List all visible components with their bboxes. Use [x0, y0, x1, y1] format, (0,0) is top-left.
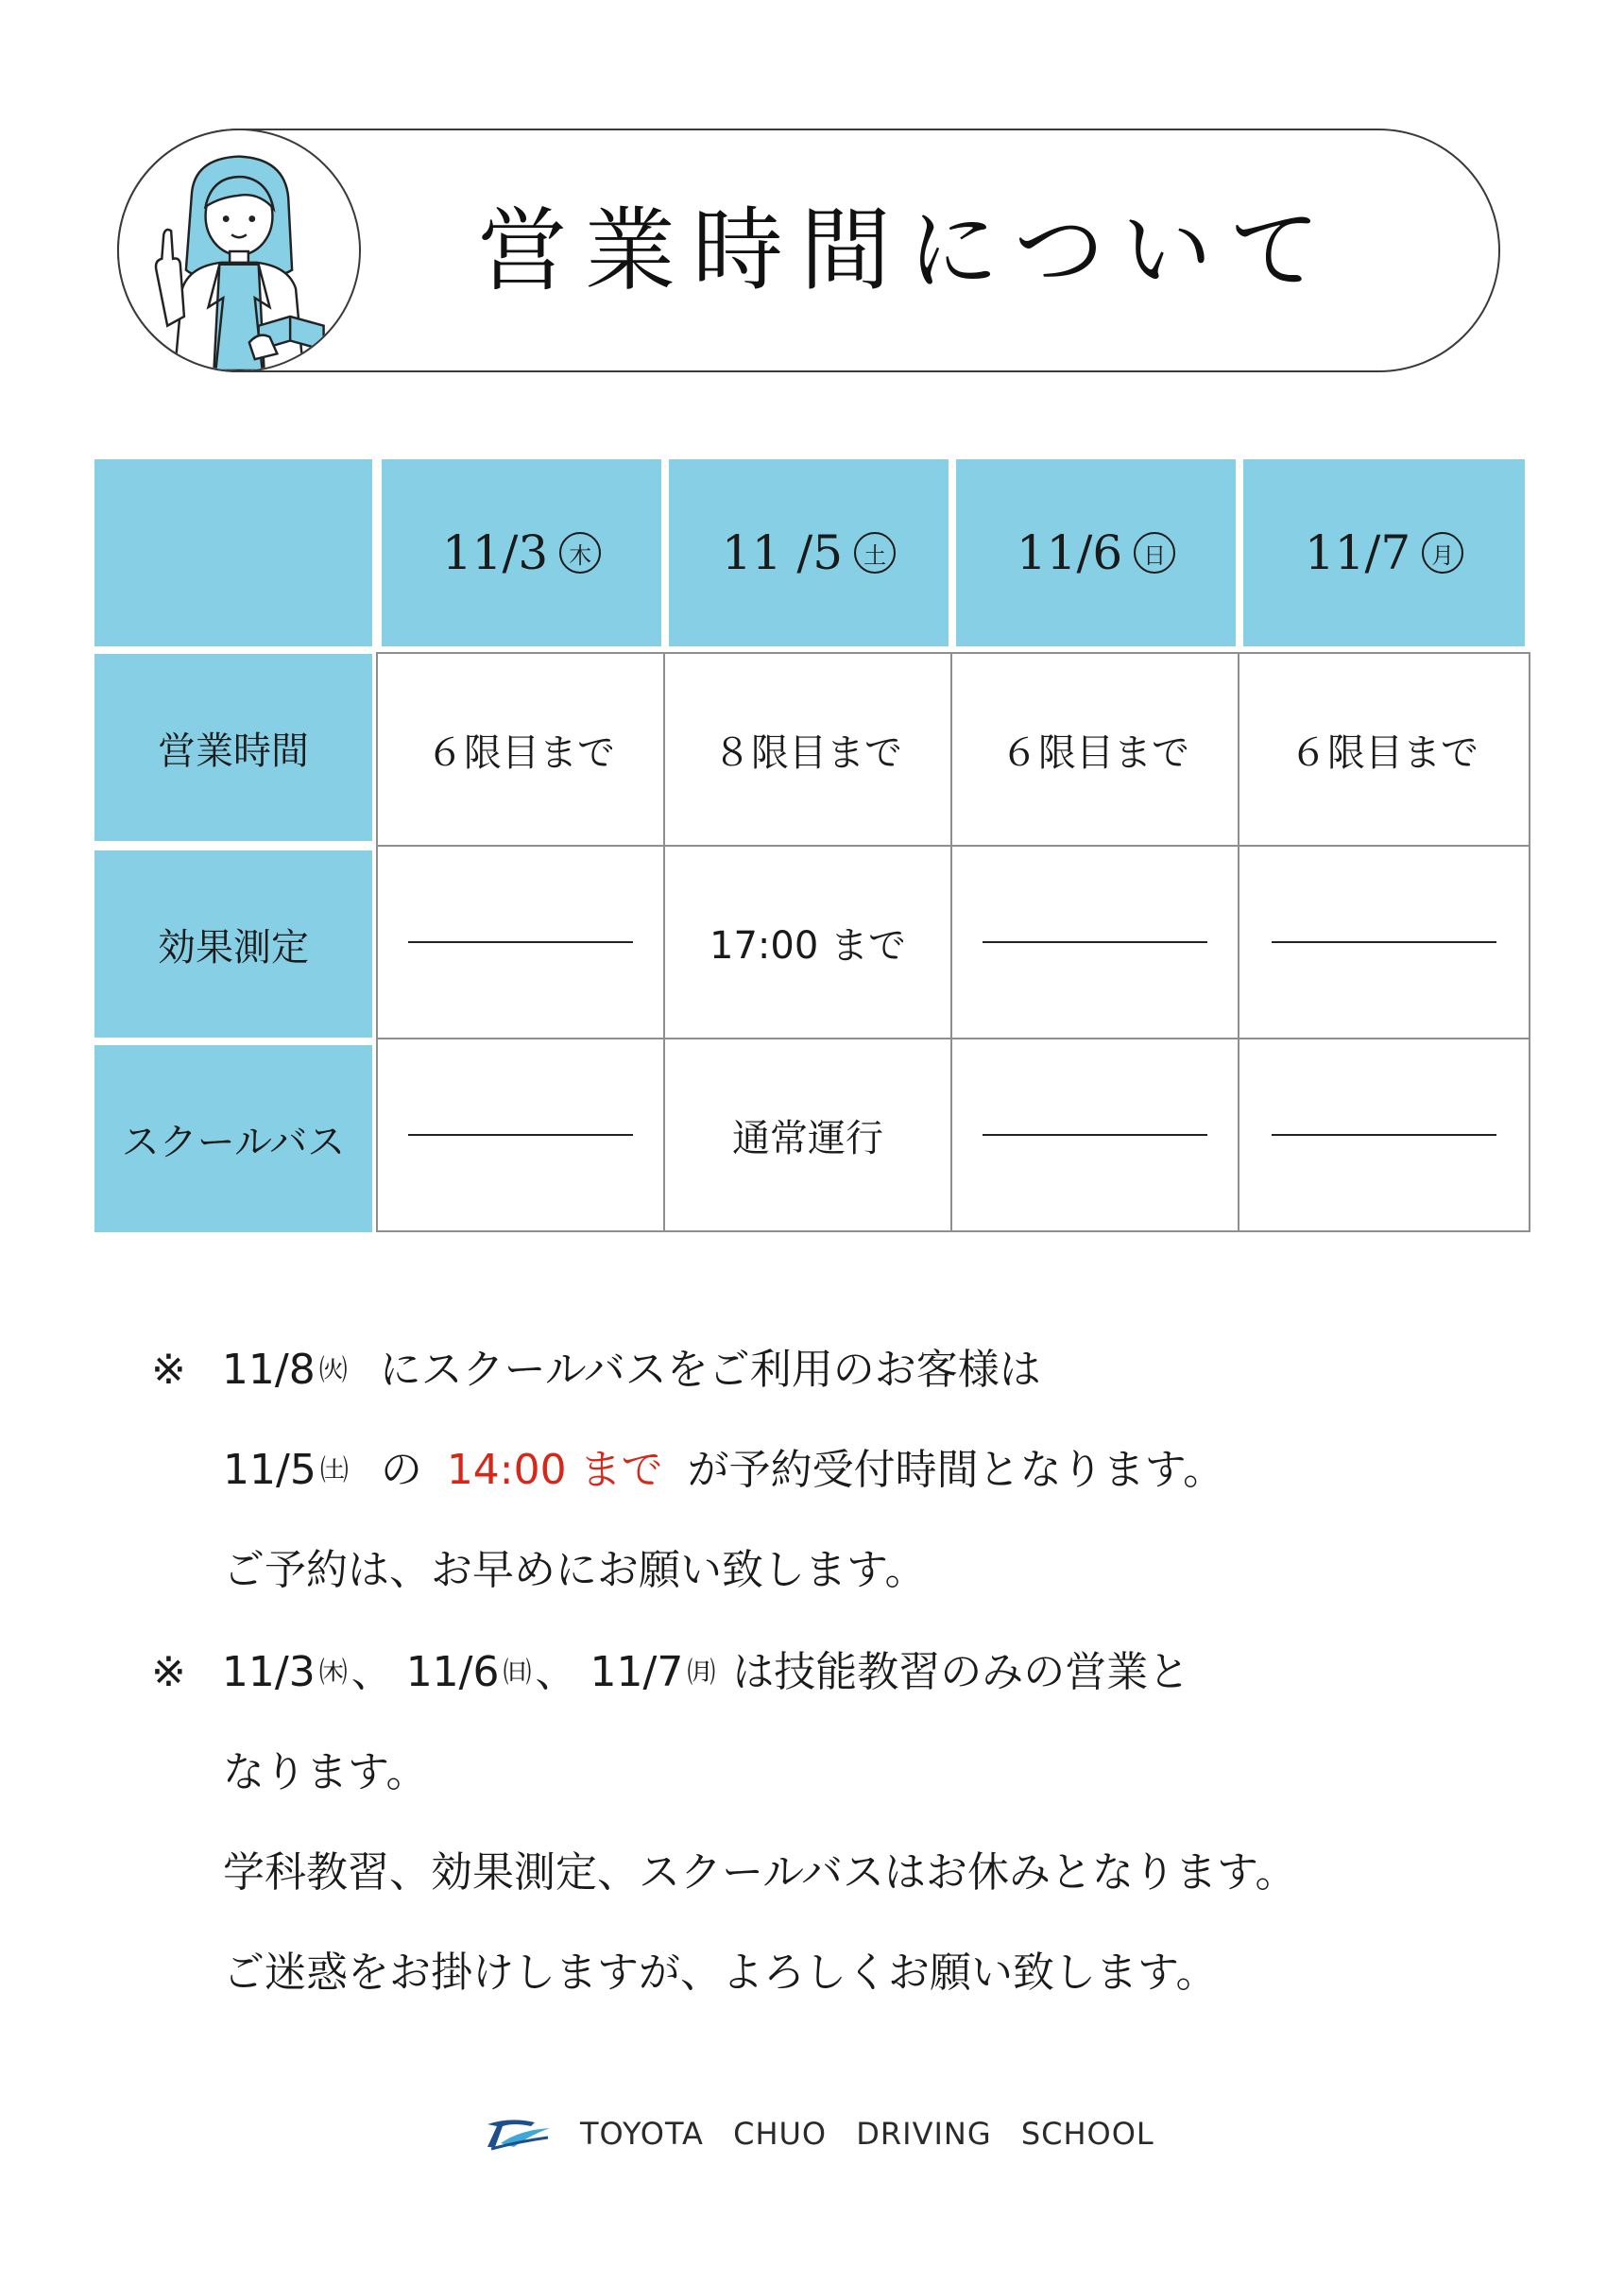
day-badge-mon: 月: [1422, 532, 1463, 574]
no-service-dash: [983, 1134, 1207, 1136]
no-service-dash: [1272, 1134, 1496, 1136]
day-badge-sun: 日: [1134, 532, 1175, 574]
table-cell: [376, 845, 665, 1039]
no-service-dash: [408, 941, 633, 943]
table-cell: 通常運行: [663, 1038, 952, 1232]
column-header-11-5: [669, 459, 949, 646]
table-cell: ６限目まで: [950, 652, 1239, 847]
schedule-table: [94, 459, 1530, 1232]
school-logo-icon: [482, 2115, 554, 2153]
note-2-line-4: ご迷惑をお掛けしますが、よろしくお願い致します。: [223, 1949, 1218, 1997]
table-cell: [1238, 845, 1530, 1039]
note-1-line-1: ※ 11/8 ㈫ にスクールバスをご利用のお客様は: [151, 1346, 1041, 1394]
day-badge-thu: 木: [559, 532, 601, 574]
column-date: 11/6: [1016, 525, 1123, 580]
row-header-school-bus: スクールバス: [94, 1045, 372, 1232]
note-2-line-2: なります。: [223, 1748, 428, 1796]
note-2-line-3: 学科教習、効果測定、スクールバスはお休みとなります。: [223, 1848, 1297, 1897]
note-1-line-3: ご予約は、お早めにお願い致します。: [223, 1546, 927, 1594]
footer: [482, 2107, 1154, 2160]
teacher-illustration-icon: [117, 129, 361, 372]
note-mark: ※: [151, 1346, 186, 1394]
column-header-11-3: [382, 459, 661, 646]
no-service-dash: [1272, 941, 1496, 943]
no-service-dash: [408, 1134, 633, 1136]
column-header-11-6: [956, 459, 1236, 646]
column-date: 11/3: [441, 525, 549, 580]
no-service-dash: [983, 941, 1207, 943]
table-cell: [950, 1038, 1239, 1232]
table-cell: [1238, 1038, 1530, 1232]
booking-deadline: 14:00 まで: [446, 1446, 663, 1494]
table-cell: [376, 1038, 665, 1232]
column-date: 11/7: [1304, 525, 1411, 580]
row-header-hours: 営業時間: [94, 654, 372, 841]
table-corner-cell: [94, 459, 372, 646]
table-cell: ６限目まで: [1238, 652, 1530, 847]
row-header-assessment: 効果測定: [94, 850, 372, 1038]
note-2-line-1: ※ 11/3 ㈭、 11/6 ㈰、 11/7 ㈪ は技能教習のみの営業と: [151, 1648, 1190, 1696]
column-header-11-7: [1243, 459, 1525, 646]
column-date: 11 /5: [721, 525, 844, 580]
table-cell: [950, 845, 1239, 1039]
table-cell: ８限目まで: [663, 652, 952, 847]
day-badge-sat: 土: [854, 532, 896, 574]
note-1-line-2: 11/5 ㈯ の 14:00 まで が予約受付時間となります。: [223, 1446, 1225, 1494]
page-title: 営業時間について: [476, 197, 1338, 303]
footer-school-name: TOYOTA CHUO DRIVING SCHOOL: [580, 2116, 1154, 2152]
table-cell: ６限目まで: [376, 652, 665, 847]
table-cell: 17:00 まで: [663, 845, 952, 1039]
